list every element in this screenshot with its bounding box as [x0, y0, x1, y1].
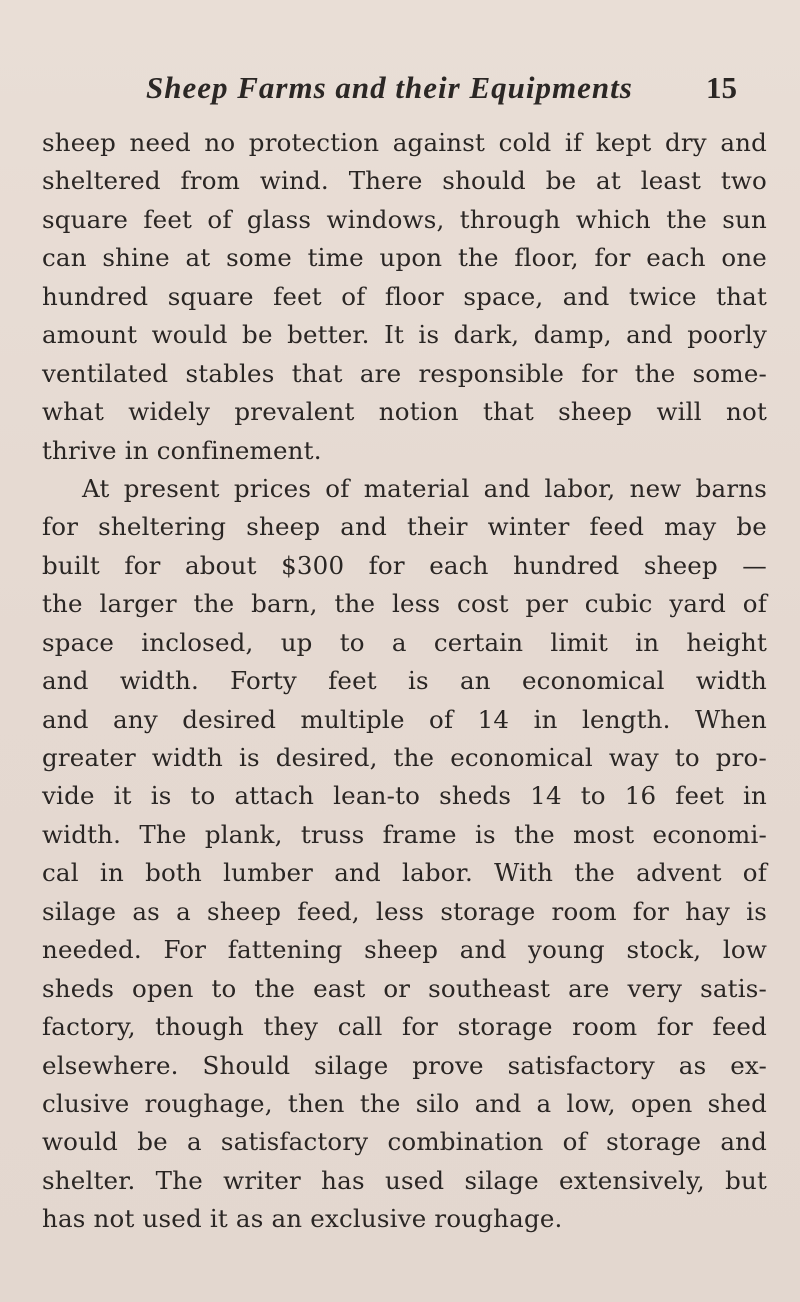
- text-line: greater width is desired, the economical way to pro-: [42, 743, 767, 772]
- text-line: built for about $300 for each hundred sheep —: [42, 550, 767, 580]
- running-title: Sheep Farms and their Equipments: [146, 70, 633, 105]
- text-line: ventilated stables that are responsible for the some-: [42, 358, 767, 388]
- body-text: [42, 124, 767, 1239]
- running-head: [0, 70, 800, 110]
- text-line: sheep need no protection against cold if kept dry and: [42, 128, 767, 157]
- text-line: silage as a sheep feed, less storage room for hay is: [42, 896, 767, 926]
- text-line: width. The plank, truss frame is the most economi-: [42, 819, 767, 849]
- text-line: factory, though they call for storage room for feed: [42, 1012, 767, 1042]
- text-line: needed. For fattening sheep and young stock, low: [42, 935, 767, 965]
- text-line: sheds open to the east or southeast are very satis-: [42, 973, 767, 1003]
- text-line: shelter. The writer has used silage extensively, but: [42, 1165, 767, 1195]
- text-line: and width. Forty feet is an economical width: [42, 666, 767, 696]
- text-line: has not used it as an exclusive roughage.: [42, 1204, 563, 1234]
- text-line: square feet of glass windows, through which the sun: [42, 204, 767, 234]
- text-line: can shine at some time upon the floor, for each one: [42, 243, 767, 273]
- text-line: elsewhere. Should silage prove satisfactory as ex-: [42, 1050, 767, 1080]
- text-line: for sheltering sheep and their winter feed may be: [42, 512, 767, 542]
- text-line: thrive in confinement.: [42, 435, 322, 465]
- text-line: vide it is to attach lean-to sheds 14 to 16 feet in: [42, 781, 767, 811]
- text-line: space inclosed, up to a certain limit in height: [42, 627, 767, 657]
- text-line: what widely prevalent notion that sheep will not: [42, 397, 767, 427]
- text-line: would be a satisfactory combination of storage and: [42, 1127, 767, 1157]
- text-line: clusive roughage, then the silo and a low, open shed: [42, 1088, 767, 1118]
- text-line: cal in both lumber and labor. With the advent of: [42, 858, 767, 888]
- page-number: 15: [706, 70, 737, 105]
- text-line: hundred square feet of floor space, and twice that: [42, 281, 767, 311]
- text-line: amount would be better. It is dark, damp, and poorly: [42, 320, 767, 350]
- text-line: and any desired multiple of 14 in length. When: [42, 704, 767, 734]
- text-line: the larger the barn, the less cost per cubic yard of: [42, 589, 767, 619]
- text-line: At present prices of material and labor, new barns: [82, 473, 767, 503]
- text-line: sheltered from wind. There should be at least two: [42, 166, 767, 196]
